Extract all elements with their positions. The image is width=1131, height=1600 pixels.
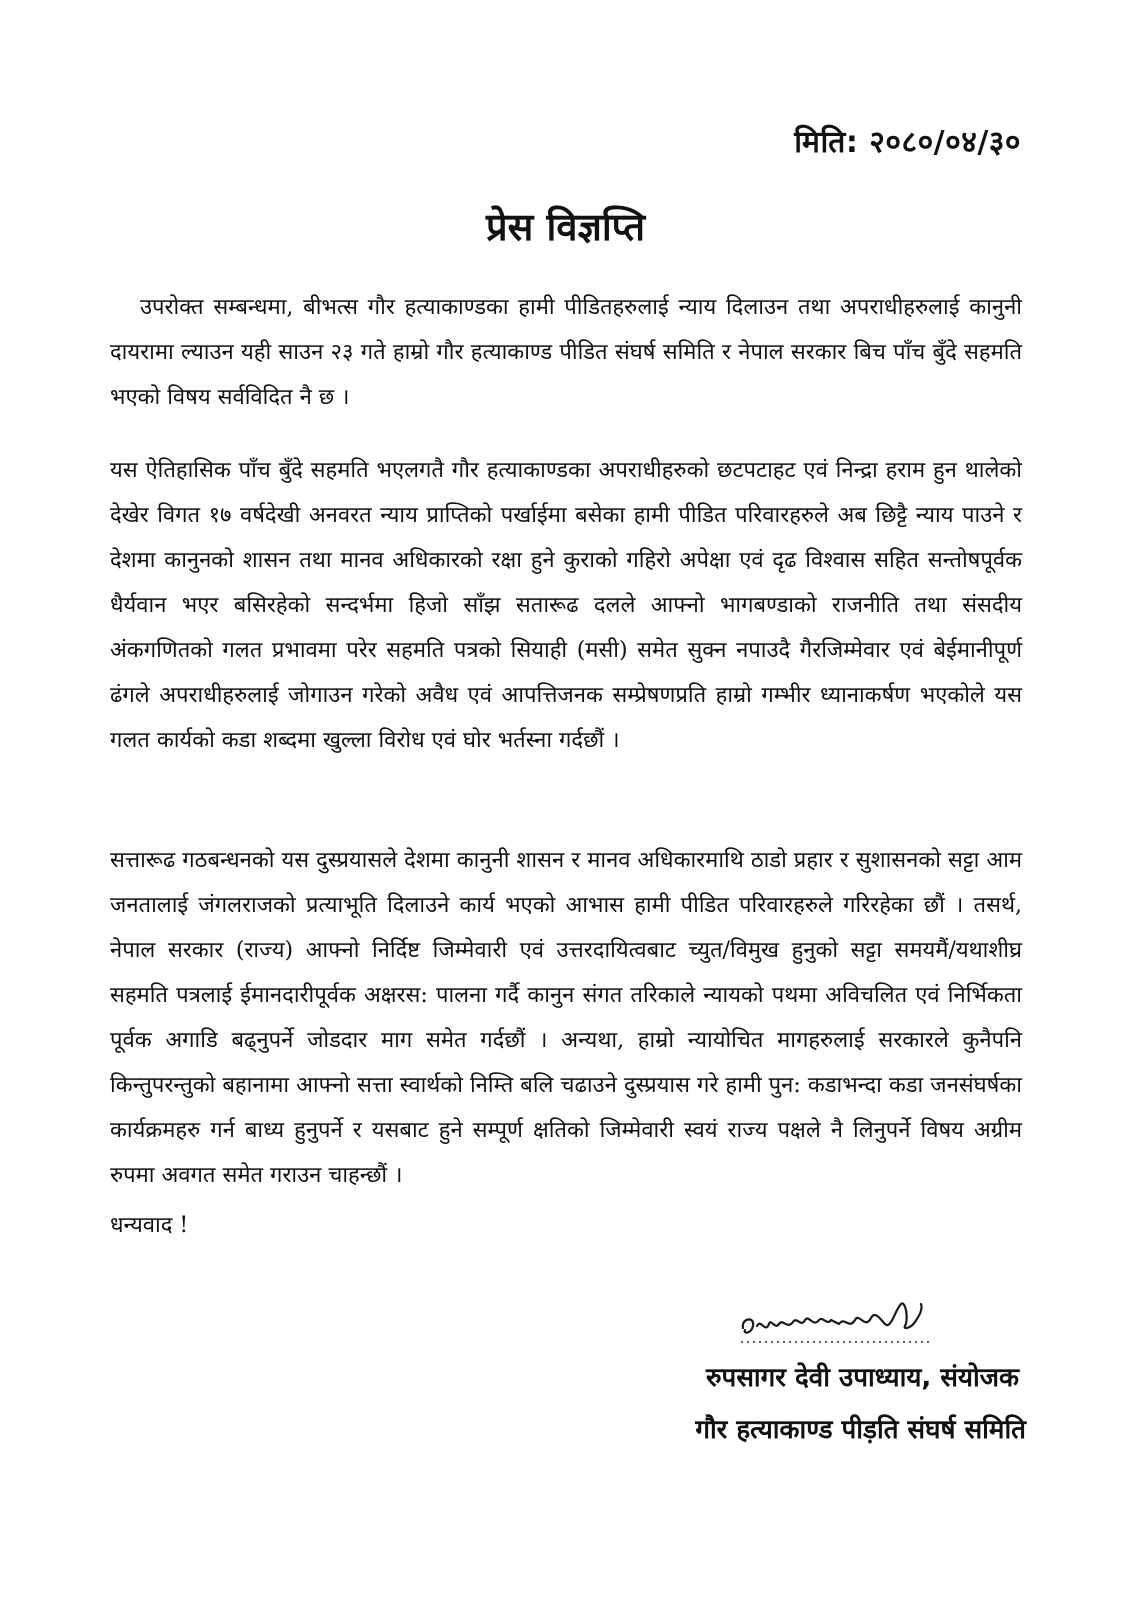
signatory-organization: गौर हत्याकाण्ड पीड़ति संघर्ष समिति: [695, 1415, 1026, 1445]
paragraph-3: सत्तारूढ गठबन्धनको यस दुस्प्रयासले देशमा कानुनी शासन र मानव अधिकारमाथि ठाडो प्रहार र सुशासनको सट्टा आम जनतालाई जंगलराजको प्रत्याभूति दिलाउने कार्य भएको आभास हामी पीडित परिवारहरुले गरिरहेका छौं । तसर्थ, नेपाल सरकार (राज्य) आफ्नो निर्दिष्ट जिम्मेवारी एवं उत्तरदायित्वबाट च्युत/विमुख हुनुको सट्टा समयमैं/यथाशीघ्र सहमति पत्रलाई ईमानदारीपूर्वक अक्षरस: पालना गर्दै कानुन संगत तरिकाले न्यायको पथमा अविचलित एवं निर्भिकता पूर्वक अगाडि बढ्नुपर्ने जोडदार माग समेत गर्दछौं । अन्यथा, हाम्रो न्यायोचित मागहरुलाई सरकारले कुनैपनि किन्तुपरन्तुको बहानामा आफ्नो सत्ता स्वार्थको निम्ति बलि चढाउने दुस्प्रयास गरे हामी पुन: कडाभन्दा कडा जनसंघर्षका कार्यक्रमहरु गर्न बाध्य हुनुपर्ने र यसबाट हुने सम्पूर्ण क्षतिको जिम्मेवारी स्वयं राज्य पक्षले नै लिनुपर्ने विषय अग्रीम रुपमा अवगत समेत गराउन चाहन्छौं ।: [110, 848, 1022, 1188]
paragraph-2: यस ऐतिहासिक पाँच बुँदे सहमति भएलगतै गौर हत्याकाण्डका अपराधीहरुको छटपटाहट एवं निन्द्रा हराम हुन थालेको देखेर विगत १७ वर्षदेखी अनवरत न्याय प्राप्तिको पर्खाईमा बसेका हामी पीडित परिवारहरुले अब छिट्टै न्याय पाउने र देशमा कानुनको शासन तथा मानव अधिकारको रक्षा हुने कुराको गहिरो अपेक्षा एवं दृढ विश्वास सहित सन्तोषपूर्वक धैर्यवान भएर बसिरहेको सन्दर्भमा हिजो साँझ सतारूढ दलले आफ्नो भागबण्डाको राजनीति तथा संसदीय अंकगणितको गलत प्रभावमा परेर सहमति पत्रको सियाही (मसी) समेत सुक्न नपाउदै गैरजिम्मेवार एवं बेईमानीपूर्ण ढंगले अपराधीहरुलाई जोगाउन गरेको अवैध एवं आपत्तिजनक सम्प्रेषणप्रति हाम्रो गम्भीर ध्यानाकर्षण भएकोले यस गलत कार्यको कडा शब्दमा खुल्ला विरोध एवं घोर भर्तस्ना गर्दछौं ।: [110, 458, 1022, 753]
closing-thanks: धन्यवाद !: [110, 1213, 189, 1238]
document-title: प्रेस विज्ञप्ति: [485, 205, 646, 249]
paragraph-1: उपरोक्त सम्बन्धमा, बीभत्स गौर हत्याकाण्डका हामी पीडितहरुलाई न्याय दिलाउन तथा अपराधीहरुलाई कानुनी दायरामा ल्याउन यही साउन २३ गते हाम्रो गौर हत्याकाण्ड पीडित संघर्ष समिति र नेपाल सरकार बिच पाँच बुँदे सहमति भएको विषय सर्वविदित नै छ ।: [110, 295, 1022, 410]
signatory-name: रुपसागर देवी उपाध्याय, संयोजक: [706, 1363, 1019, 1393]
document-date: मिति: २०८०/०४/३०: [794, 125, 1021, 160]
handwritten-signature: [735, 1290, 935, 1350]
